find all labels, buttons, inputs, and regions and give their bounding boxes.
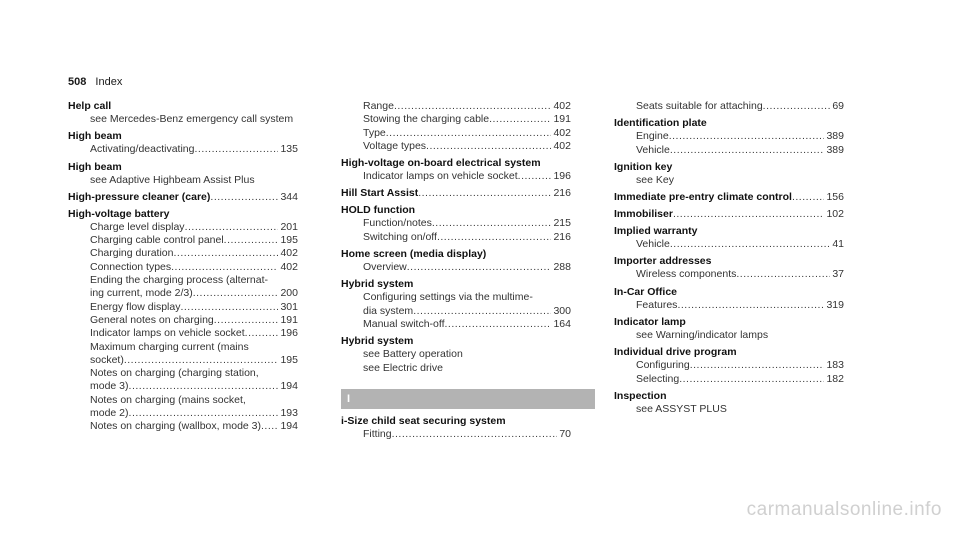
leader-dots [736,268,830,281]
subitem-text: see Mercedes-Benz emergency call system [90,113,294,125]
leader-dots [489,113,551,126]
entry-heading-text: Ignition key [614,160,673,173]
index-entry [341,278,571,331]
entry-heading[interactable] [614,316,844,329]
entry-subitem[interactable] [614,403,844,416]
entry-heading-text: Importer addresses [614,255,712,268]
entry-subitem[interactable] [614,144,844,157]
entry-subitem[interactable] [68,247,298,260]
index-entry [614,225,844,251]
entry-subitem[interactable] [68,221,298,234]
entry-heading-text: Indicator lamp [614,316,686,329]
entry-heading-text: Hill Start Assist [341,187,419,200]
leader-dots [437,231,552,244]
page-ref: 37 [832,268,844,281]
page-ref: 402 [553,100,571,112]
page-ref: 402 [553,139,571,152]
page-ref: 102 [826,208,844,221]
subitem-text: see Electric drive [363,361,443,374]
entry-heading-text: Immediate pre-entry climate control [614,191,792,204]
page-ref: 70 [559,427,571,440]
leader-dots [518,170,552,183]
page-ref: 194 [280,380,298,393]
subitem-text: Stowing the charging cable [363,113,490,126]
index-entry [614,191,844,204]
leader-dots [792,191,825,204]
entry-subitem[interactable] [68,354,298,367]
page-ref: 389 [826,130,844,143]
index-entry [614,208,844,221]
leader-dots [185,221,279,234]
subitem-text: Maximum charging current (mains [90,340,249,353]
entry-heading-text: i-Size child seat securing system [341,414,506,427]
entry-heading[interactable] [614,286,844,299]
leader-dots [426,140,551,153]
subitem-text: Fitting [363,427,392,440]
subitem-text: ing current, mode 2/3) [90,287,193,300]
entry-subitem[interactable] [341,140,571,153]
entry-subitem[interactable] [68,274,298,287]
leader-dots [194,143,278,156]
leader-dots [180,301,278,314]
entry-subitem[interactable] [341,348,571,361]
index-entry [614,316,844,342]
index-entry [341,100,571,153]
leader-dots [214,314,279,327]
page-ref: 183 [826,359,844,372]
entry-heading[interactable] [68,161,298,174]
page-ref: 200 [280,287,298,300]
page-ref: 69 [832,100,844,112]
subitem-text: dia system [363,304,414,317]
page-ref: 402 [280,247,298,260]
subitem-text: Notes on charging (wallbox, mode 3) [90,420,262,433]
subitem-text: Switching on/off [363,230,437,243]
index-entry [341,415,571,441]
page-ref: 402 [280,260,298,273]
entry-heading[interactable] [341,278,571,291]
entry-subitem[interactable] [68,234,298,247]
subitem-text: socket) [90,353,124,366]
page-ref: 201 [280,220,298,233]
entry-subitem[interactable] [341,127,571,140]
subitem-text: Configuring [636,359,690,372]
entry-heading-text: High-voltage on-board electrical system [341,157,541,170]
index-entry [341,187,571,200]
entry-heading-text: Immobiliser [614,208,673,221]
page-ref: 301 [280,300,298,313]
leader-dots [763,100,831,113]
entry-heading[interactable] [614,255,844,268]
entry-subitem[interactable] [68,261,298,274]
leader-dots [173,247,278,260]
entry-subitem[interactable] [341,318,571,331]
entry-subitem[interactable] [68,407,298,420]
subitem-text: Connection types [90,260,172,273]
entry-heading[interactable] [614,117,844,130]
entry-heading-text: Help call [68,100,112,112]
leader-dots [386,127,552,140]
leader-dots [445,318,552,331]
subitem-text: Vehicle [636,143,670,156]
subitem-text: Charge level display [90,220,185,233]
entry-heading-text: Hybrid system [341,335,414,348]
index-column-1 [68,100,298,438]
index-entry [68,161,298,187]
leader-dots [129,407,279,420]
index-entry [614,255,844,281]
page-ref: 182 [826,372,844,385]
entry-heading[interactable] [68,130,298,143]
subitem-text: Features [636,298,678,311]
page-title: Index [95,76,123,88]
entry-subitem[interactable] [614,359,844,372]
page-ref: 288 [553,261,571,274]
entry-heading[interactable] [614,390,844,403]
leader-dots [679,373,824,386]
page-ref: 196 [280,327,298,340]
entry-heading-text: Individual drive program [614,346,737,359]
subitem-text: Charging duration [90,247,174,260]
entry-heading-text: High beam [68,160,122,173]
page-ref: 41 [832,238,844,251]
leader-dots [210,191,278,204]
subitem-text: Activating/deactivating [90,143,195,156]
subitem-text: Notes on charging (charging station, [90,367,259,380]
subitem-text: Notes on charging (mains socket, [90,393,246,406]
entry-subitem[interactable] [614,373,844,386]
entry-subitem[interactable] [341,261,571,274]
index-entry [614,286,844,312]
leader-dots [129,380,279,393]
subitem-text: Seats suitable for attaching [636,100,763,112]
index-entry [68,208,298,434]
entry-heading[interactable] [341,415,571,428]
leader-dots [669,130,825,143]
leader-dots [394,100,552,113]
leader-dots [413,305,551,318]
leader-dots [392,428,558,441]
entry-subitem[interactable] [68,327,298,340]
index-entry [614,390,844,416]
page-ref: 300 [553,304,571,317]
entry-subitem[interactable] [68,113,298,126]
leader-dots [407,261,552,274]
subitem-text: Vehicle [636,238,670,251]
page-ref: 319 [826,298,844,311]
entry-subitem[interactable] [614,174,844,187]
page-ref: 216 [553,230,571,243]
subitem-text: Voltage types [363,139,427,152]
page-ref: 191 [553,113,571,126]
page-ref: 195 [280,353,298,366]
entry-heading-text: Home screen (media display) [341,248,487,261]
index-entry [614,346,844,386]
entry-subitem[interactable] [68,380,298,393]
leader-dots [224,234,279,247]
page-ref: 135 [280,143,298,156]
page-ref: 196 [553,170,571,183]
entry-subitem[interactable] [68,287,298,300]
subitem-text: Indicator lamps on vehicle socket [363,170,518,183]
entry-heading[interactable] [341,187,571,200]
subitem-text: Indicator lamps on vehicle socket [90,327,245,340]
section-letter-bar: I [341,389,595,409]
entry-heading[interactable] [341,204,571,217]
subitem-text: Charging cable control panel [90,234,224,247]
index-entry [68,191,298,204]
entry-subitem[interactable] [68,143,298,156]
leader-dots [171,261,278,274]
page-header [68,76,122,88]
entry-subitem[interactable] [614,268,844,281]
leader-dots [677,299,824,312]
leader-dots [673,208,825,221]
entry-heading[interactable] [341,335,571,348]
subitem-text: see Warning/indicator lamps [636,329,769,342]
index-column-3 [614,100,844,420]
entry-subitem[interactable] [68,341,298,354]
entry-heading[interactable] [68,100,298,113]
entry-heading-text: High-voltage battery [68,207,170,220]
leader-dots [418,187,551,200]
entry-heading[interactable] [614,161,844,174]
entry-subitem[interactable] [614,299,844,312]
subitem-text: Ending the charging process (alternat- [90,274,269,287]
page-ref: 389 [826,143,844,156]
index-entry [614,100,844,113]
subitem-text: see Key [636,173,674,186]
index-entry [341,335,571,375]
entry-subitem[interactable] [614,100,844,113]
entry-heading[interactable] [68,191,298,204]
subitem-text: Configuring settings via the multime- [363,291,533,304]
subitem-text: Energy flow display [90,300,181,313]
entry-subitem[interactable] [68,394,298,407]
subitem-text: see ASSYST PLUS [636,402,727,415]
entry-subitem[interactable] [68,314,298,327]
entry-heading-text: Inspection [614,389,667,402]
entry-heading[interactable] [614,208,844,221]
entry-heading-text: In-Car Office [614,285,678,298]
entry-subitem[interactable] [341,100,571,113]
page-ref: 191 [280,313,298,326]
entry-heading-text: Hybrid system [341,278,414,291]
entry-heading[interactable] [614,191,844,204]
entry-heading-text: HOLD function [341,204,416,217]
index-entry [614,117,844,157]
entry-heading-text: High-pressure cleaner (care) [68,190,211,203]
entry-heading-text: Implied warranty [614,225,698,238]
entry-heading[interactable] [341,157,571,170]
subitem-text: Range [363,100,394,112]
leader-dots [124,354,279,367]
leader-dots [670,144,825,157]
entry-heading[interactable] [68,208,298,221]
subitem-text: General notes on charging [90,313,214,326]
page-ref: 194 [280,420,298,433]
subitem-text: Function/notes [363,217,432,230]
leader-dots [670,238,830,251]
entry-subitem[interactable] [341,291,571,304]
entry-subitem[interactable] [614,238,844,251]
subitem-text: Selecting [636,372,680,385]
entry-heading[interactable] [341,248,571,261]
subitem-text: Type [363,126,386,139]
subitem-text: Wireless components [636,268,737,281]
entry-subitem[interactable] [68,301,298,314]
leader-dots [690,359,825,372]
entry-subitem[interactable] [68,174,298,187]
entry-subitem[interactable] [614,130,844,143]
leader-dots [261,420,278,433]
index-entry [341,157,571,183]
index-column-2 [341,100,571,445]
subitem-text: mode 3) [90,380,129,393]
entry-subitem[interactable] [341,113,571,126]
entry-heading[interactable] [614,225,844,238]
leader-dots [193,287,279,300]
entry-subitem[interactable] [341,217,571,230]
page-ref: 193 [280,407,298,420]
subitem-text: see Battery operation [363,348,463,361]
entry-subitem[interactable] [68,420,298,433]
entry-subitem[interactable] [341,428,571,441]
index-entry [341,248,571,274]
page-ref: 195 [280,234,298,247]
watermark: carmanualsonline.info [746,499,942,520]
entry-subitem[interactable] [341,305,571,318]
leader-dots [245,327,279,340]
subitem-text: see Adaptive Highbeam Assist Plus [90,173,255,186]
page-ref: 216 [553,187,571,200]
page-ref: 402 [553,126,571,139]
entry-subitem[interactable] [341,362,571,375]
page-ref: 215 [553,217,571,230]
index-entry [614,161,844,187]
index-entry [68,130,298,156]
index-entry [341,204,571,244]
page-ref: 164 [553,317,571,330]
entry-heading-text: Identification plate [614,117,707,130]
page-ref: 156 [826,191,844,204]
page-ref: 344 [280,190,298,203]
subitem-text: Engine [636,130,669,143]
entry-subitem[interactable] [341,231,571,244]
entry-subitem[interactable] [68,367,298,380]
entry-heading[interactable] [614,346,844,359]
subitem-text: Overview [363,261,407,274]
leader-dots [432,217,552,230]
entry-heading-text: High beam [68,130,122,143]
subitem-text: mode 2) [90,407,129,420]
entry-subitem[interactable] [341,170,571,183]
index-entry [68,100,298,126]
entry-subitem[interactable] [614,329,844,342]
subitem-text: Manual switch-off [363,317,445,330]
page-number: 508 [68,76,87,88]
